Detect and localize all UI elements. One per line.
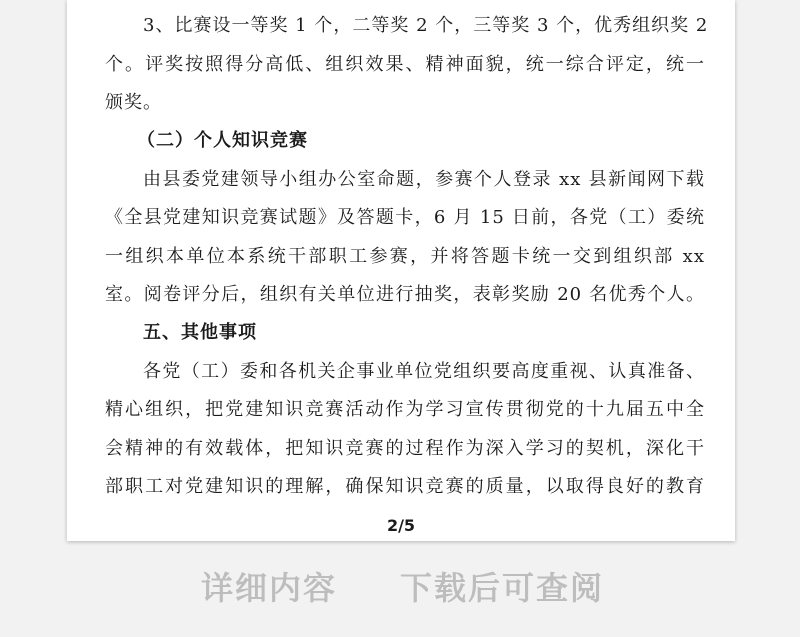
section-heading: 五、其他事项 bbox=[143, 322, 257, 343]
text-line: 由县委党建领导小组办公室命题，参赛个人登录 xx 县新闻网下载 bbox=[143, 169, 705, 190]
text-line: 个。评奖按照得分高低、组织效果、精神面貌，统一综合评定，统一 bbox=[105, 54, 705, 75]
document-page bbox=[67, 0, 735, 541]
page-number: 2/5 bbox=[386, 516, 416, 535]
text-line: 会精神的有效载体，把知识竞赛的过程作为深入学习的契机，深化干 bbox=[105, 438, 705, 459]
text-line: 各党（工）委和各机关企事业单位党组织要高度重视、认真准备、 bbox=[143, 361, 705, 382]
text-line: 室。阅卷评分后，组织有关单位进行抽奖，表彰奖励 20 名优秀个人。 bbox=[105, 284, 705, 305]
text-line: 一组织本单位本系统干部职工参赛，并将答题卡统一交到组织部 xx bbox=[105, 246, 705, 267]
text-line: 《全县党建知识竞赛试题》及答题卡，6 月 15 日前，各党（工）委统 bbox=[105, 207, 705, 228]
footer-download-text[interactable]: 下载后可查阅 bbox=[400, 569, 605, 607]
section-heading: （二）个人知识竞赛 bbox=[137, 130, 308, 151]
download-prompt-footer[interactable] bbox=[0, 563, 800, 607]
text-line: 部职工对党建知识的理解，确保知识竞赛的质量，以取得良好的教育 bbox=[105, 476, 705, 497]
footer-details-text[interactable]: 详细内容 bbox=[201, 569, 338, 607]
text-line: 精心组织，把党建知识竞赛活动作为学习宣传贯彻党的十九届五中全 bbox=[105, 399, 705, 420]
text-line: 颁奖。 bbox=[105, 92, 162, 113]
text-line: 3、比赛设一等奖 1 个，二等奖 2 个，三等奖 3 个，优秀组织奖 2 bbox=[143, 15, 709, 36]
